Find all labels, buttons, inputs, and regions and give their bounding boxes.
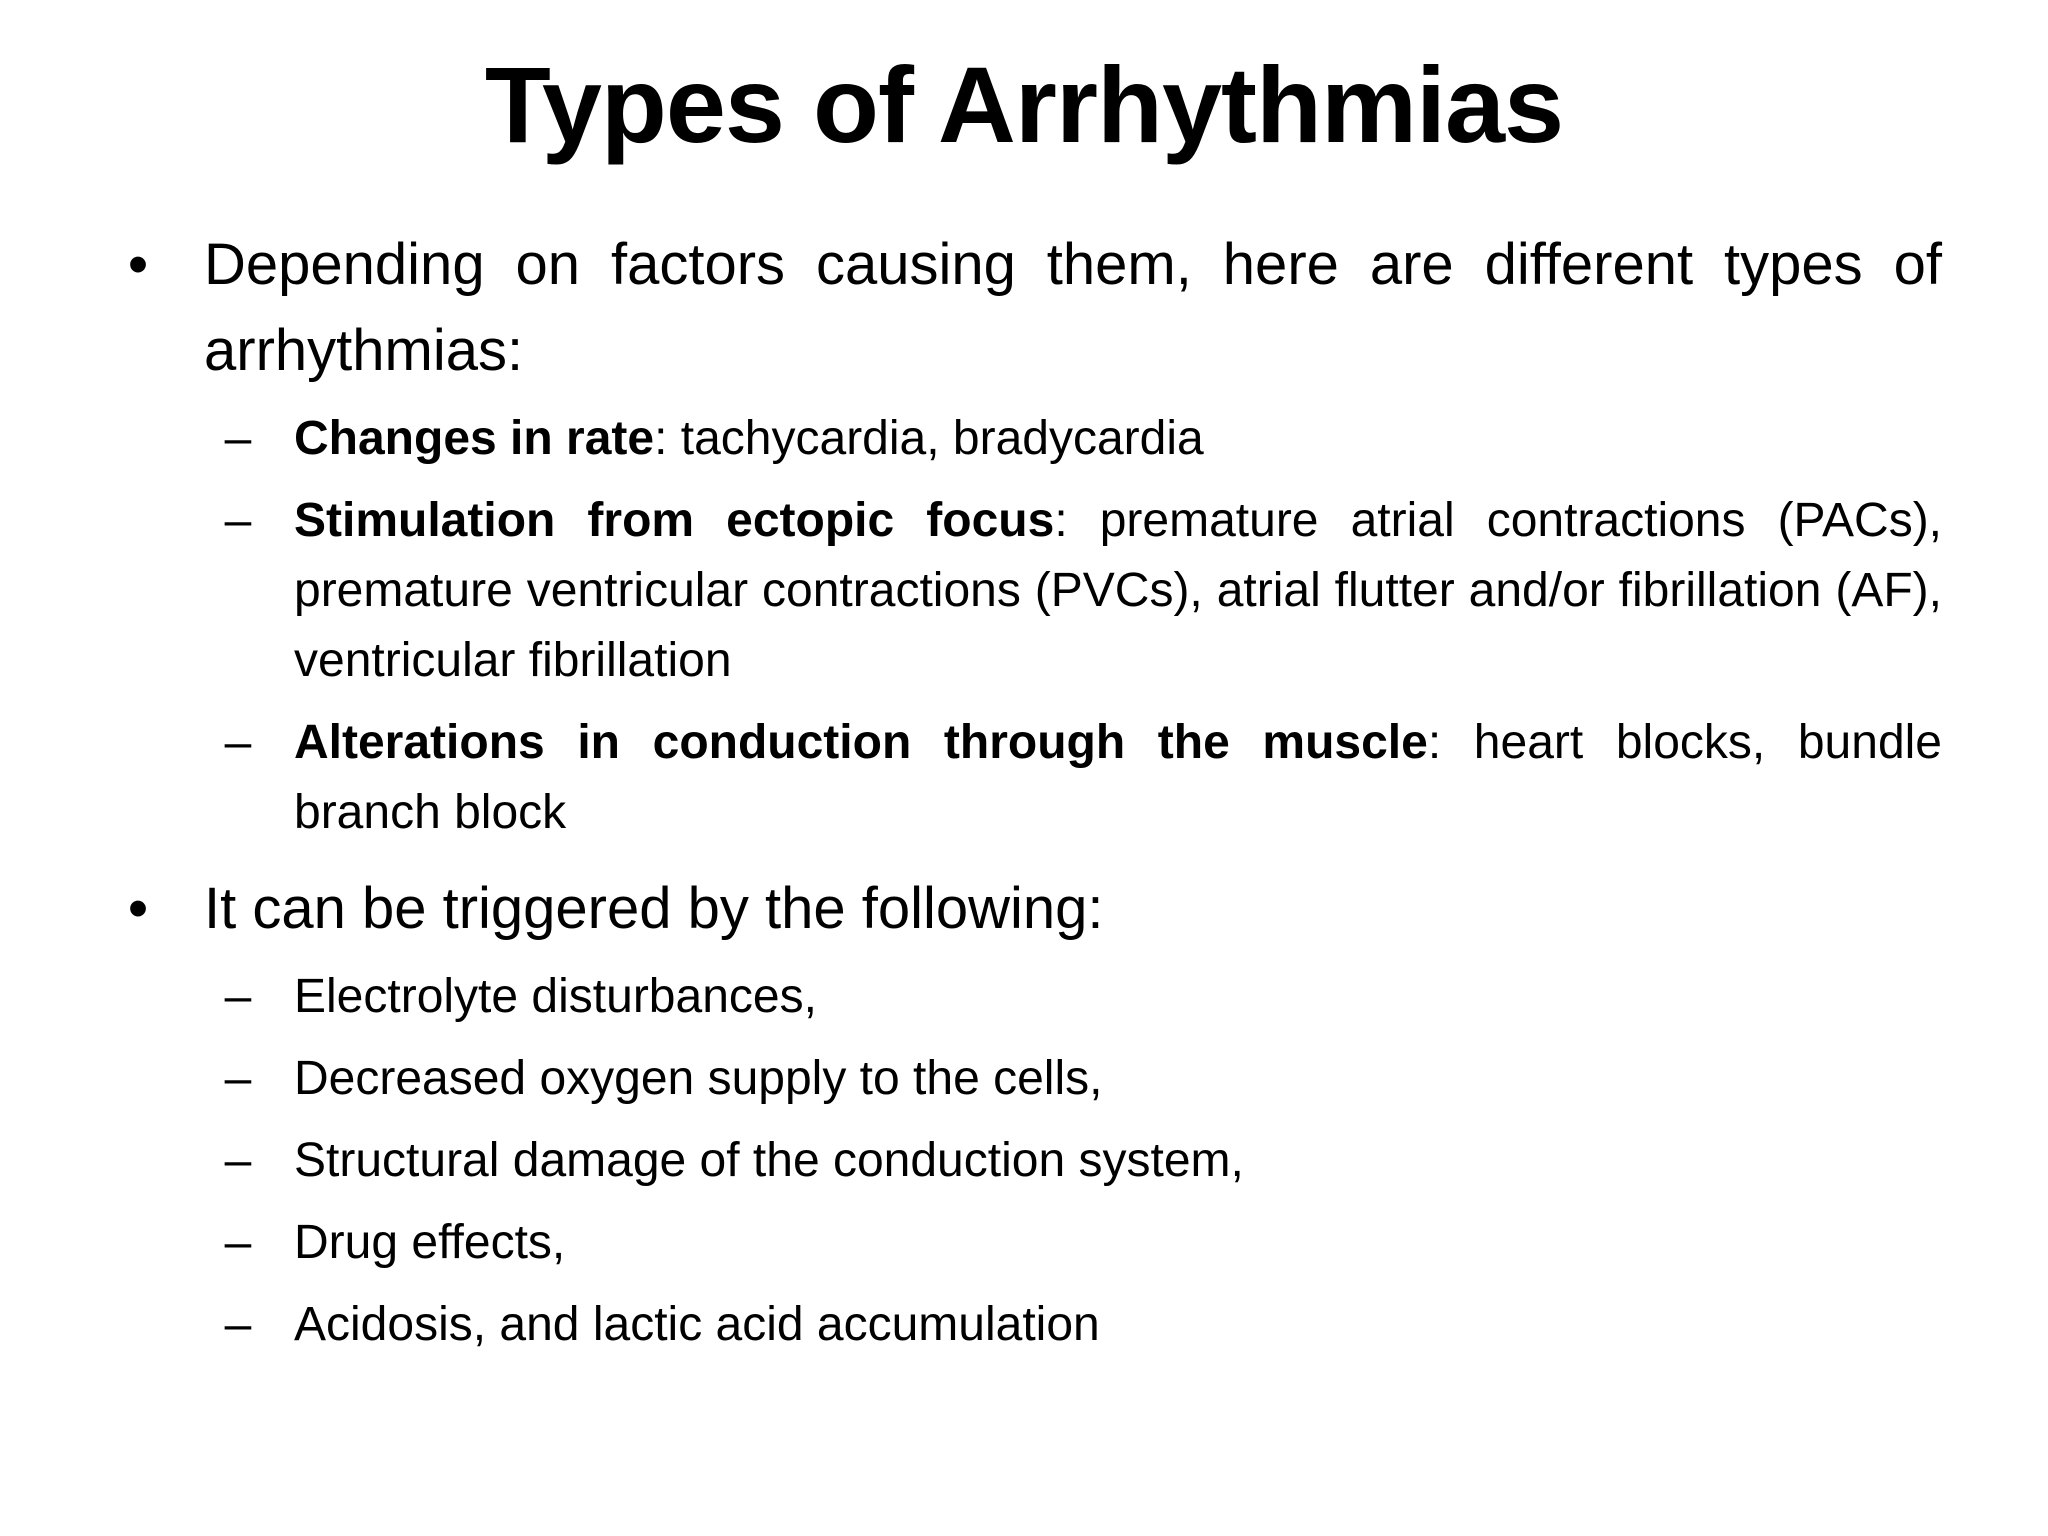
sub-bullet-text: Acidosis, and lactic acid accumulation	[294, 1298, 1100, 1351]
sub-bullet-text: : heart blocks, bundle branch block	[294, 716, 1943, 839]
dash-glyph: –	[224, 970, 252, 1023]
slide-body	[118, 222, 1942, 1372]
sub-bullet-item	[118, 486, 1942, 696]
dash-glyph: –	[224, 716, 252, 769]
dash-glyph: –	[224, 1052, 252, 1105]
sub-bullet-text: Electrolyte disturbances,	[294, 970, 817, 1023]
sub-bullet-text: Drug effects,	[294, 1216, 566, 1269]
sub-bullet-term: Changes in rate	[294, 412, 655, 465]
sub-bullet-item	[118, 1126, 1942, 1196]
sub-bullet-text: : premature atrial contractions (PACs), premature ventricular contractions (PVCs), atrial flutter and/or fibrillation (AF), ventricular fibrillation	[294, 494, 1943, 687]
sub-bullet-item	[118, 962, 1942, 1032]
sub-bullet-item	[118, 404, 1942, 474]
bullet-glyph: •	[127, 232, 149, 297]
slide-title: Types of Arrhythmias	[484, 44, 1564, 165]
bullet-text: It can be triggered by the following:	[204, 876, 1104, 941]
sub-bullet-item	[118, 708, 1942, 848]
sub-bullet-item	[118, 1044, 1942, 1114]
bullet-item	[118, 222, 1942, 394]
sub-bullet-term: Alterations in conduction through the muscle	[294, 716, 1428, 769]
sub-bullet-term: Stimulation from ectopic focus	[294, 494, 1055, 547]
dash-glyph: –	[224, 1216, 252, 1269]
bullet-glyph: •	[127, 876, 149, 941]
sub-bullet-text: : tachycardia, bradycardia	[654, 412, 1204, 465]
sub-bullet-item	[118, 1208, 1942, 1278]
dash-glyph: –	[224, 1298, 252, 1351]
bullet-item	[118, 866, 1942, 952]
sub-bullet-text: Decreased oxygen supply to the cells,	[294, 1052, 1103, 1105]
sub-bullet-text: Structural damage of the conduction system,	[294, 1134, 1244, 1187]
dash-glyph: –	[224, 1134, 252, 1187]
sub-bullet-item	[118, 1290, 1942, 1360]
dash-glyph: –	[224, 494, 252, 547]
bullet-text: Depending on factors causing them, here are different types of arrhythmias:	[204, 232, 1942, 383]
dash-glyph: –	[224, 412, 252, 465]
